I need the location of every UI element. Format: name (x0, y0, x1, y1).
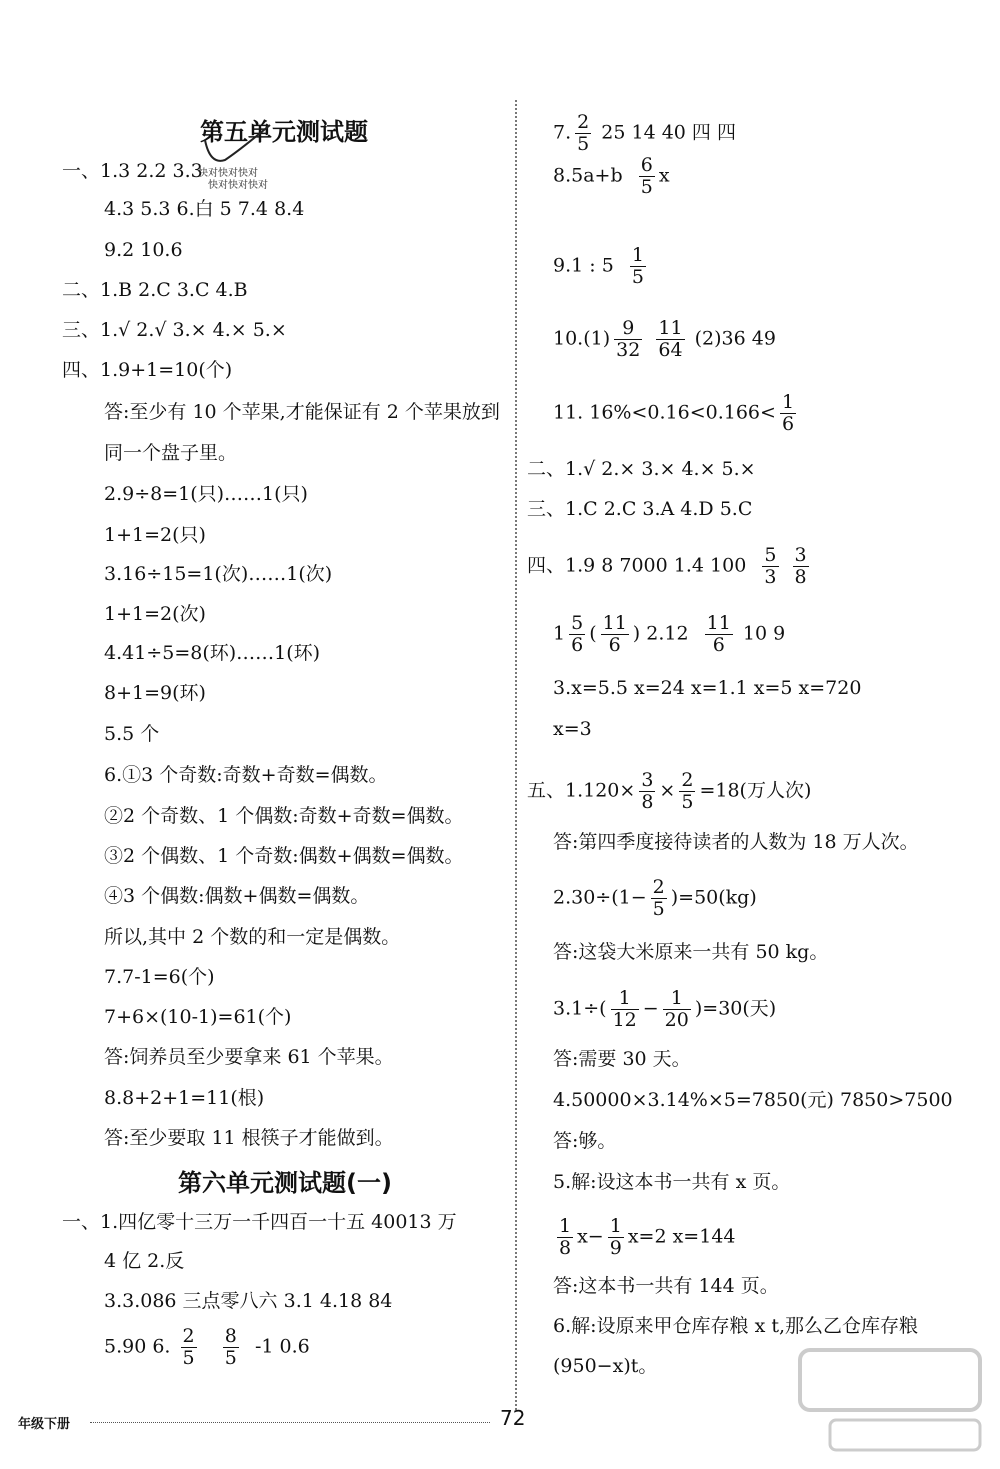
answer-line: 答:够。 (553, 1130, 617, 1152)
answer-line: 答:第四季度接待读者的人数为 18 万人次。 (553, 831, 919, 853)
answer-line: 5.90 6. $\frac{2}{5}$ $\frac{8}{5}$ -1 0.6 (104, 1325, 310, 1369)
fraction: $\frac{11}{6}$ (706, 612, 731, 656)
answer-line: 7.7-1=6(个) (104, 966, 215, 988)
answer-line: 9.1 : 5 $\frac{1}{5}$ (553, 244, 644, 288)
answer-line: 5.解:设这本书一共有 x 页。 (553, 1171, 791, 1193)
answer-line: 答:需要 30 天。 (553, 1048, 691, 1070)
answer-line: 3.16÷15=1(次)……1(次) (104, 563, 333, 585)
answer-line: 答:这袋大米原来一共有 50 kg。 (553, 941, 829, 963)
answer-line: 一、1.3 2.2 3.3 (62, 160, 203, 182)
fraction: $\frac{2}{5}$ (182, 1325, 195, 1369)
fraction: $\frac{11}{64}$ (658, 317, 683, 361)
answer-line: 6.①3 个奇数:奇数+奇数=偶数。 (104, 764, 388, 786)
fraction: $\frac{11}{6}$ (602, 612, 627, 656)
answer-line: 10.(1) $\frac{9}{32}$ $\frac{11}{64}$ (2)36 49 (553, 317, 776, 361)
answer-line: 答:这本书一共有 144 页。 (553, 1275, 779, 1297)
fraction: $\frac{1}{12}$ (612, 987, 637, 1031)
answer-line: x=3 (553, 718, 592, 740)
answer-line: 所以,其中 2 个数的和一定是偶数。 (104, 926, 401, 948)
answer-line: 4.50000×3.14%×5=7850(元) 7850>7500 (553, 1089, 953, 1111)
answer-line: 4 亿 2.反 (104, 1250, 185, 1272)
footer-rule (90, 1422, 490, 1423)
unit6-title: 第六单元测试题(一) (178, 1169, 392, 1197)
fraction: $\frac{3}{8}$ (641, 769, 654, 813)
answer-line: 四、1.9 8 7000 1.4 100 $\frac{5}{3}$ $\frac{3}{8}$ (527, 544, 807, 588)
fraction: $\frac{6}{5}$ (640, 154, 653, 198)
watermark-logo (790, 1340, 990, 1460)
stamp-text: 快对快对快对 快对快对快对 (198, 168, 268, 191)
fraction: $\frac{9}{32}$ (616, 317, 641, 361)
answer-line: 8.5a+b $\frac{6}{5}$ x (553, 154, 670, 198)
answer-line: 9.2 10.6 (104, 239, 183, 261)
check-mark-icon (195, 120, 275, 170)
fraction: $\frac{1}{8}$ (559, 1215, 572, 1259)
unit5-title: 第五单元测试题 (200, 118, 368, 146)
answer-line: $\frac{1}{8}$ x− $\frac{1}{9}$ x=2 x=144 (559, 1215, 736, 1259)
fraction: $\frac{5}{3}$ (764, 544, 777, 588)
answer-line: 7+6×(10-1)=61(个) (104, 1006, 292, 1028)
answer-line: 8+1=9(环) (104, 682, 206, 704)
answer-line: 五、1.120× $\frac{3}{8}$ × $\frac{2}{5}$ =18(万人次) (527, 769, 812, 813)
answer-line: 2.9÷8=1(只)……1(只) (104, 483, 308, 505)
fraction: $\frac{2}{5}$ (577, 111, 590, 155)
fraction: $\frac{3}{8}$ (794, 544, 807, 588)
answer-line: 2.30÷(1− $\frac{2}{5}$ )=50(kg) (553, 876, 757, 920)
answer-line: (950−x)t。 (553, 1355, 658, 1377)
fraction: $\frac{2}{5}$ (681, 769, 694, 813)
answer-line: 二、1.B 2.C 3.C 4.B (62, 279, 248, 301)
answer-line: 6.解:设原来甲仓库存粮 x t,那么乙仓库存粮 (553, 1315, 918, 1337)
answer-line: 答:饲养员至少要拿来 61 个苹果。 (104, 1046, 394, 1068)
answer-line: 3.x=5.5 x=24 x=1.1 x=5 x=720 (553, 677, 862, 699)
answer-line: 5.5 个 (104, 723, 160, 745)
answer-line: 4.41÷5=8(环)……1(环) (104, 642, 321, 664)
answer-line: ④3 个偶数:偶数+偶数=偶数。 (104, 885, 370, 907)
page-number: 72 (500, 1406, 526, 1430)
answer-line: 答:至少要取 11 根筷子才能做到。 (104, 1127, 394, 1149)
answer-line: 11. 16%<0.16<0.166< $\frac{1}{6}$ (553, 391, 795, 435)
fraction: $\frac{1}{20}$ (664, 987, 689, 1031)
answer-line: 7. $\frac{2}{5}$ 25 14 40 四 四 (553, 111, 736, 155)
fraction: $\frac{2}{5}$ (652, 876, 665, 920)
fraction: $\frac{5}{6}$ (571, 612, 584, 656)
fraction: $\frac{1}{5}$ (631, 244, 644, 288)
fraction: $\frac{1}{9}$ (609, 1215, 622, 1259)
grade-label: 年级下册 (18, 1417, 71, 1432)
answer-line: 同一个盘子里。 (104, 442, 238, 464)
answer-line: 答:至少有 10 个苹果,才能保证有 2 个苹果放到 (104, 401, 500, 423)
answer-line: 二、1.√ 2.× 3.× 4.× 5.× (527, 458, 756, 480)
answer-line: 三、1.C 2.C 3.A 4.D 5.C (527, 498, 753, 520)
answer-line: ②2 个奇数、1 个偶数:奇数+奇数=偶数。 (104, 805, 464, 827)
column-divider (515, 100, 517, 1410)
answer-line: 3.3.086 三点零八六 3.1 4.18 84 (104, 1290, 393, 1312)
answer-line: 四、1.9+1=10(个) (62, 359, 233, 381)
fraction: $\frac{1}{6}$ (781, 391, 795, 435)
answer-line: 三、1.√ 2.√ 3.× 4.× 5.× (62, 319, 287, 341)
answer-line: 1+1=2(次) (104, 603, 206, 625)
answer-line: 3.1÷( $\frac{1}{12}$ − $\frac{1}{20}$ )=30(天) (553, 987, 777, 1031)
answer-line: ③2 个偶数、1 个奇数:偶数+偶数=偶数。 (104, 845, 464, 867)
answer-line: 1+1=2(只) (104, 524, 206, 546)
fraction: $\frac{8}{5}$ (224, 1325, 237, 1369)
answer-line: 1 $\frac{5}{6}$ ( $\frac{11}{6}$ ) 2.12 $\frac{11}{6}$ 10 9 (553, 612, 786, 656)
answer-line: 4.3 5.3 6.白 5 7.4 8.4 (104, 198, 305, 220)
answer-line: 8.8+2+1=11(根) (104, 1087, 265, 1109)
answer-line: 一、1.四亿零十三万一千四百一十五 40013 万 (62, 1211, 457, 1233)
